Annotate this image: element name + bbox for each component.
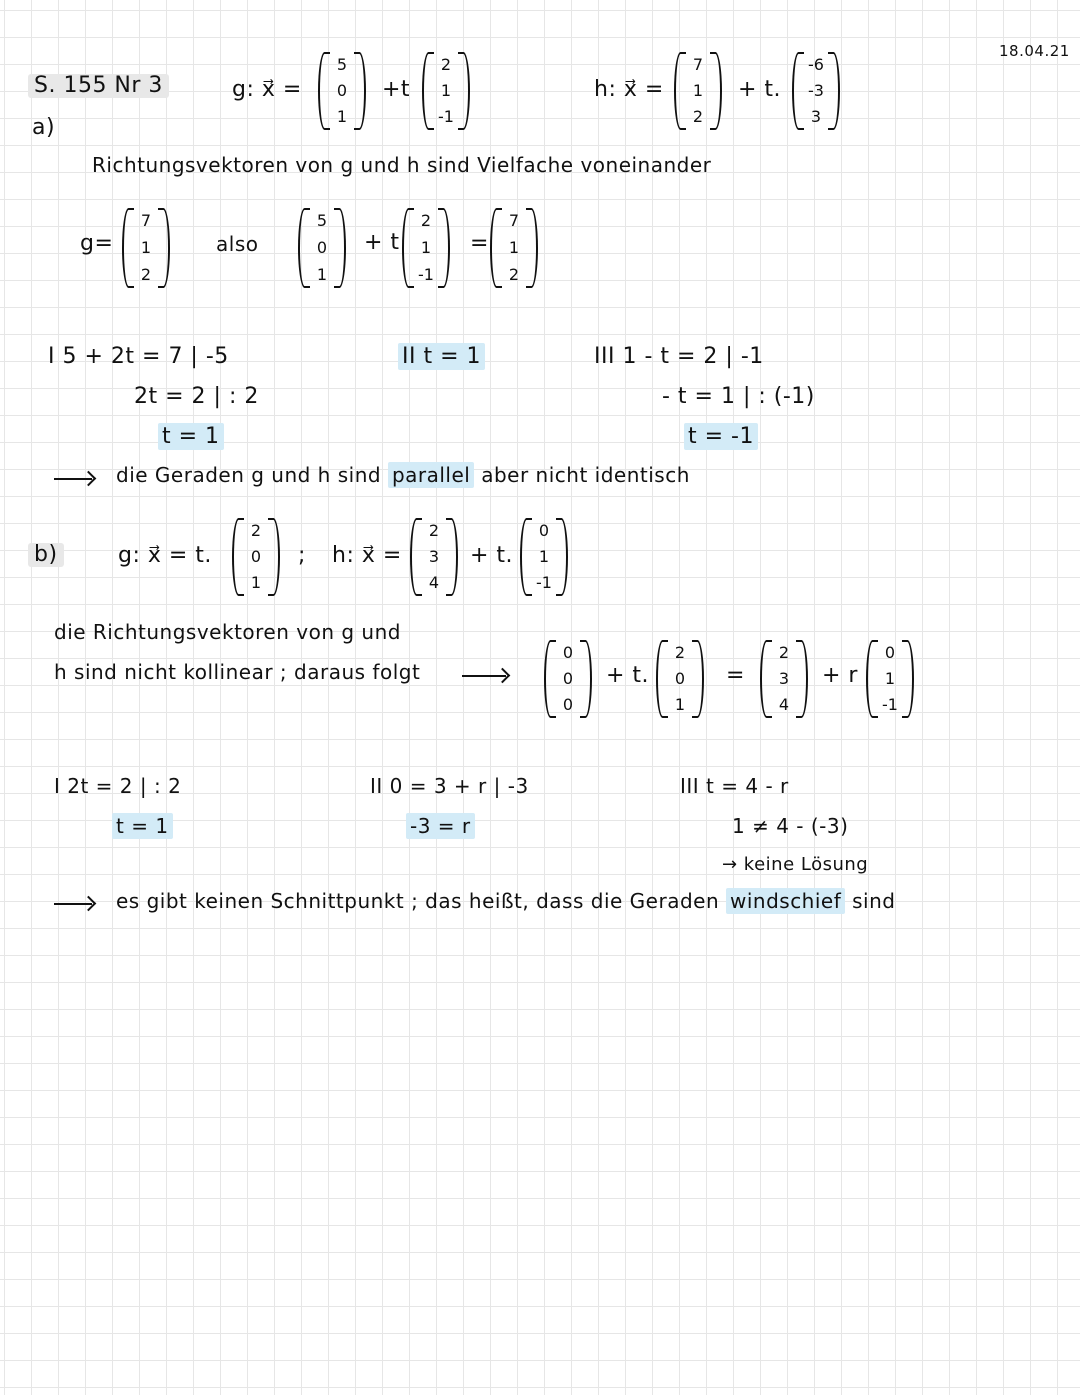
a-equation-1-result: t = 1 xyxy=(158,426,224,448)
h-support-vector: 7 1 2 xyxy=(674,52,722,130)
a-equation-1-line-2: 2t = 2 | : 2 xyxy=(134,384,259,409)
a-equation-3-line-1: III 1 - t = 2 | -1 xyxy=(594,344,764,369)
check-equals: = xyxy=(470,231,489,256)
b-equation-3-line-2: 1 ≠ 4 - (-3) xyxy=(732,814,849,838)
b-plus-r: + r xyxy=(822,663,858,688)
b-separator: ; xyxy=(298,543,306,568)
b-equation-3-line-1: III t = 4 - r xyxy=(680,774,789,798)
also-word: also xyxy=(216,232,259,256)
b-text-line-1: die Richtungsvektoren von g und xyxy=(54,620,401,644)
part-a-label: a) xyxy=(32,115,56,140)
a-equation-2: II t = 1 xyxy=(398,346,485,368)
b-equation-1-line-1: I 2t = 2 | : 2 xyxy=(54,774,182,798)
g-check-point-vector: 7 1 2 xyxy=(122,208,170,288)
windschief-highlight: windschief xyxy=(726,888,845,914)
check-direction-vector: 2 1 -1 xyxy=(402,208,450,288)
b-equation-1-result: t = 1 xyxy=(112,816,173,836)
g-plus-t: +t xyxy=(382,77,411,102)
b-g-direction-vector: 2 0 1 xyxy=(232,518,280,596)
b-no-solution: → keine Lösung xyxy=(722,854,869,875)
b-g-equation-label: g: x⃗ = t. xyxy=(118,543,212,568)
a-equation-3-line-2: - t = 1 | : (-1) xyxy=(662,384,815,409)
a-conclusion: die Geraden g und h sind parallel aber nicht identisch xyxy=(116,463,690,487)
b-h-direction-vector: 0 1 -1 xyxy=(520,518,568,596)
a-equation-3-result: t = -1 xyxy=(684,426,758,448)
b-check-h-direction: 0 1 -1 xyxy=(866,640,914,718)
exercise-reference: S. 155 Nr 3 xyxy=(28,74,169,98)
direction-vectors-statement: Richtungsvektoren von g und h sind Vielfache voneinander xyxy=(92,153,712,177)
b-text-line-2: h sind nicht kollinear ; daraus folgt xyxy=(54,660,421,684)
b-check-h-support: 2 3 4 xyxy=(760,640,808,718)
b-h-plus-t: + t. xyxy=(470,543,514,568)
b-conclusion: es gibt keinen Schnittpunkt ; das heißt, dass die Geraden windschief sind xyxy=(116,889,896,913)
h-direction-vector: -6 -3 3 xyxy=(792,52,840,130)
part-b-label: b) xyxy=(28,543,64,567)
b-check-g-direction: 2 0 1 xyxy=(656,640,704,718)
parallel-highlight: parallel xyxy=(388,462,474,488)
check-support-vector: 5 0 1 xyxy=(298,208,346,288)
b-conclusion-arrow-icon xyxy=(54,903,92,905)
b-plus-t: + t. xyxy=(606,663,650,688)
b-zero-vector: 0 0 0 xyxy=(544,640,592,718)
g-direction-vector: 2 1 -1 xyxy=(422,52,470,130)
b-h-support-vector: 2 3 4 xyxy=(410,518,458,596)
check-plus-t: + t xyxy=(364,230,400,255)
b-h-equation-label: h: x⃗ = xyxy=(332,543,402,568)
h-plus-t: + t. xyxy=(738,77,782,102)
a-equation-1-line-1: I 5 + 2t = 7 | -5 xyxy=(48,344,229,369)
check-result-vector: 7 1 2 xyxy=(490,208,538,288)
b-equation-2-result: -3 = r xyxy=(406,816,475,836)
daraus-folgt-arrow-icon xyxy=(462,675,506,677)
b-equation-2-line-1: II 0 = 3 + r | -3 xyxy=(370,774,529,798)
b-equals: = xyxy=(726,663,745,688)
g-support-vector: 5 0 1 xyxy=(318,52,366,130)
date: 18.04.21 xyxy=(999,42,1070,60)
g-equation-label: g: x⃗ = xyxy=(232,77,302,102)
h-equation-label: h: x⃗ = xyxy=(594,77,664,102)
conclusion-arrow-icon xyxy=(54,478,92,480)
g-check-label: g= xyxy=(80,231,114,256)
